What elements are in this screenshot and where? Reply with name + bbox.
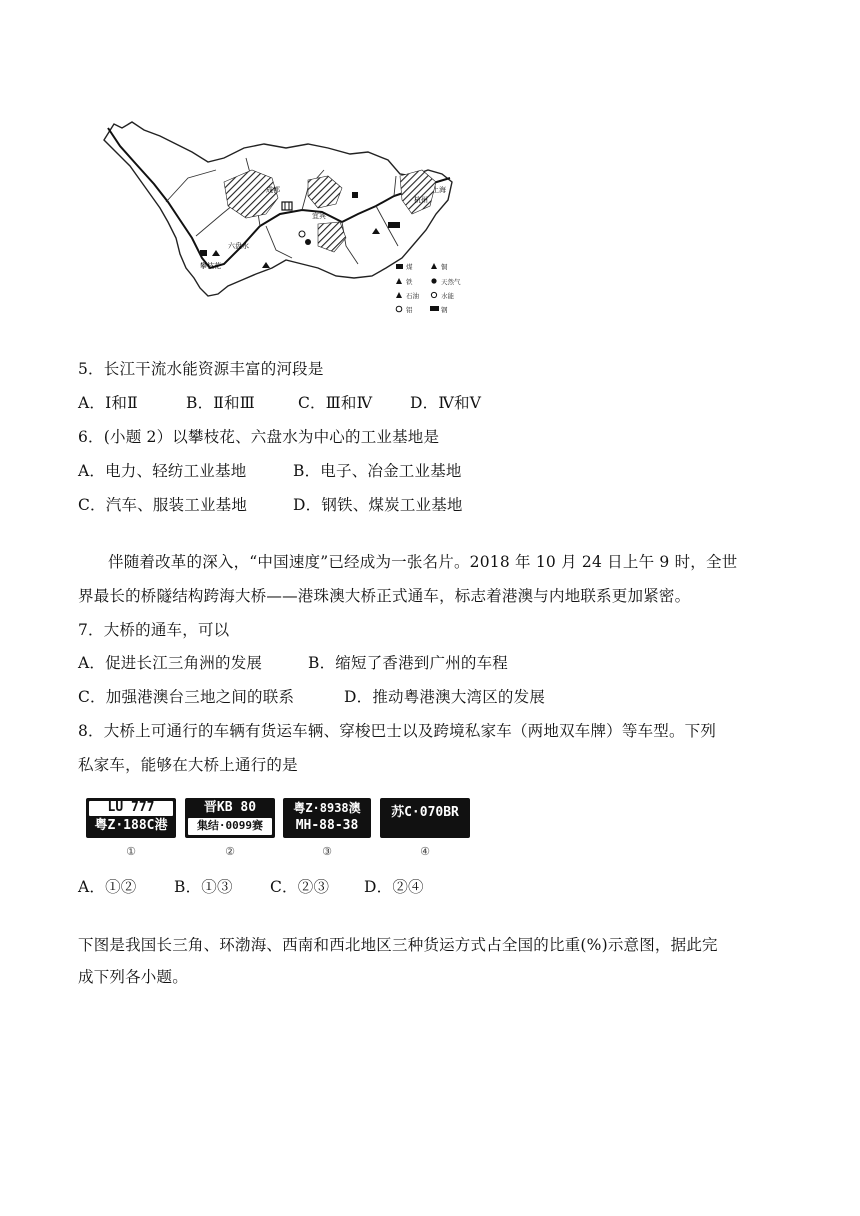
plate-2-caption: ② — [225, 845, 235, 858]
q7-stem: 7．大桥的通车，可以 — [78, 621, 230, 639]
plate-1-caption: ① — [126, 845, 136, 858]
q6-options-row2 — [78, 494, 463, 516]
plate-2: 晋KB 80 集结·0099赛 — [185, 798, 275, 838]
q5-options — [78, 392, 481, 414]
q7-option-a: A．促进长江三角洲的发展 — [78, 654, 263, 672]
map-label-yibin: 宜宾 — [312, 212, 326, 220]
q8-stem-line-1: 8．大桥上可通行的车辆有货运车辆、穿梭巴士以及跨境私家车（两地双车牌）等车型。下列 — [78, 722, 717, 740]
q6-option-a: A．电力、轻纺工业基地 — [78, 462, 247, 480]
q6-option-d: D．钢铁、煤炭工业基地 — [293, 496, 463, 514]
map-label-hangzhou: 杭州 — [414, 196, 428, 204]
q5-option-b: B．Ⅱ和Ⅲ — [186, 394, 255, 412]
map-label-chengdu: 成都 — [266, 186, 280, 194]
svg-text:铜: 铜 — [441, 263, 448, 271]
map-legend — [396, 262, 461, 314]
map-label-panzhihua: 攀枝花 — [200, 262, 221, 270]
q6-option-b: B．电子、冶金工业基地 — [293, 462, 462, 480]
svg-text:钢: 钢 — [441, 306, 448, 314]
q7-options-row2 — [78, 686, 545, 708]
plate-3-caption: ③ — [322, 845, 332, 858]
q8-options — [78, 876, 424, 898]
yangtze-main-river — [108, 128, 450, 268]
q7-option-d: D．推动粤港澳大湾区的发展 — [344, 688, 546, 706]
q5-stem: 5．长江干流水能资源丰富的河段是 — [78, 360, 324, 378]
q8-option-a: A．①② — [78, 878, 137, 896]
q7-option-b: B．缩短了香港到广州的车程 — [308, 654, 508, 672]
svg-text:铝: 铝 — [406, 306, 413, 314]
map-label-shanghai: 上海 — [432, 186, 446, 194]
plate-3: 粤Z·8938澳 MH-88-38 — [283, 798, 371, 838]
svg-text:水能: 水能 — [441, 292, 454, 300]
q5-option-a: A．Ⅰ和Ⅱ — [78, 394, 138, 412]
passage-line-2: 界最长的桥隧结构跨海大桥——港珠澳大桥正式通车，标志着港澳与内地联系更加紧密。 — [78, 587, 691, 605]
svg-text:天然气: 天然气 — [441, 278, 461, 286]
hatched-region-hubei — [308, 176, 342, 208]
plate-4: 苏C·070BR — [380, 798, 470, 838]
q7-option-c: C．加强港澳台三地之间的联系 — [78, 688, 295, 706]
q8-stem-line-2: 私家车，能够在大桥上通行的是 — [78, 756, 298, 774]
map-label-liupanshui: 六盘水 — [228, 242, 249, 250]
next-intro-line-2: 成下列各小题。 — [78, 968, 188, 986]
q7-options-row1 — [78, 652, 508, 674]
svg-text:石油: 石油 — [406, 292, 419, 300]
q6-stem: 6．(小题 2）以攀枝花、六盘水为中心的工业基地是 — [78, 428, 440, 446]
q5-option-c: C．Ⅲ和Ⅳ — [298, 394, 373, 412]
q6-options-row1 — [78, 460, 462, 482]
basin-outline — [104, 122, 452, 296]
svg-text:铁: 铁 — [406, 278, 413, 286]
yangtze-basin-map — [96, 118, 464, 330]
q8-option-c: C．②③ — [270, 878, 330, 896]
passage-line-1: 伴随着改革的深入，“中国速度”已经成为一张名片。2018 年 10 月 24 日上午 9 时，全世 — [108, 553, 738, 571]
plate-4-caption: ④ — [420, 845, 430, 858]
hatched-region-east — [400, 170, 436, 214]
q8-option-d: D．②④ — [364, 878, 424, 896]
plate-1: LU 777 粤Z·188C港 — [86, 798, 176, 838]
hatched-region-sichuan — [224, 170, 278, 218]
license-plates-figure — [86, 798, 478, 860]
hatched-region-hunan — [318, 222, 346, 252]
q6-option-c: C．汽车、服装工业基地 — [78, 496, 248, 514]
q5-option-d: D．Ⅳ和Ⅴ — [410, 394, 482, 412]
q8-option-b: B．①③ — [174, 878, 233, 896]
svg-text:煤: 煤 — [406, 263, 413, 271]
next-intro-line-1: 下图是我国长三角、环渤海、西南和西北地区三种货运方式占全国的比重(%)示意图，据此完 — [78, 936, 718, 954]
